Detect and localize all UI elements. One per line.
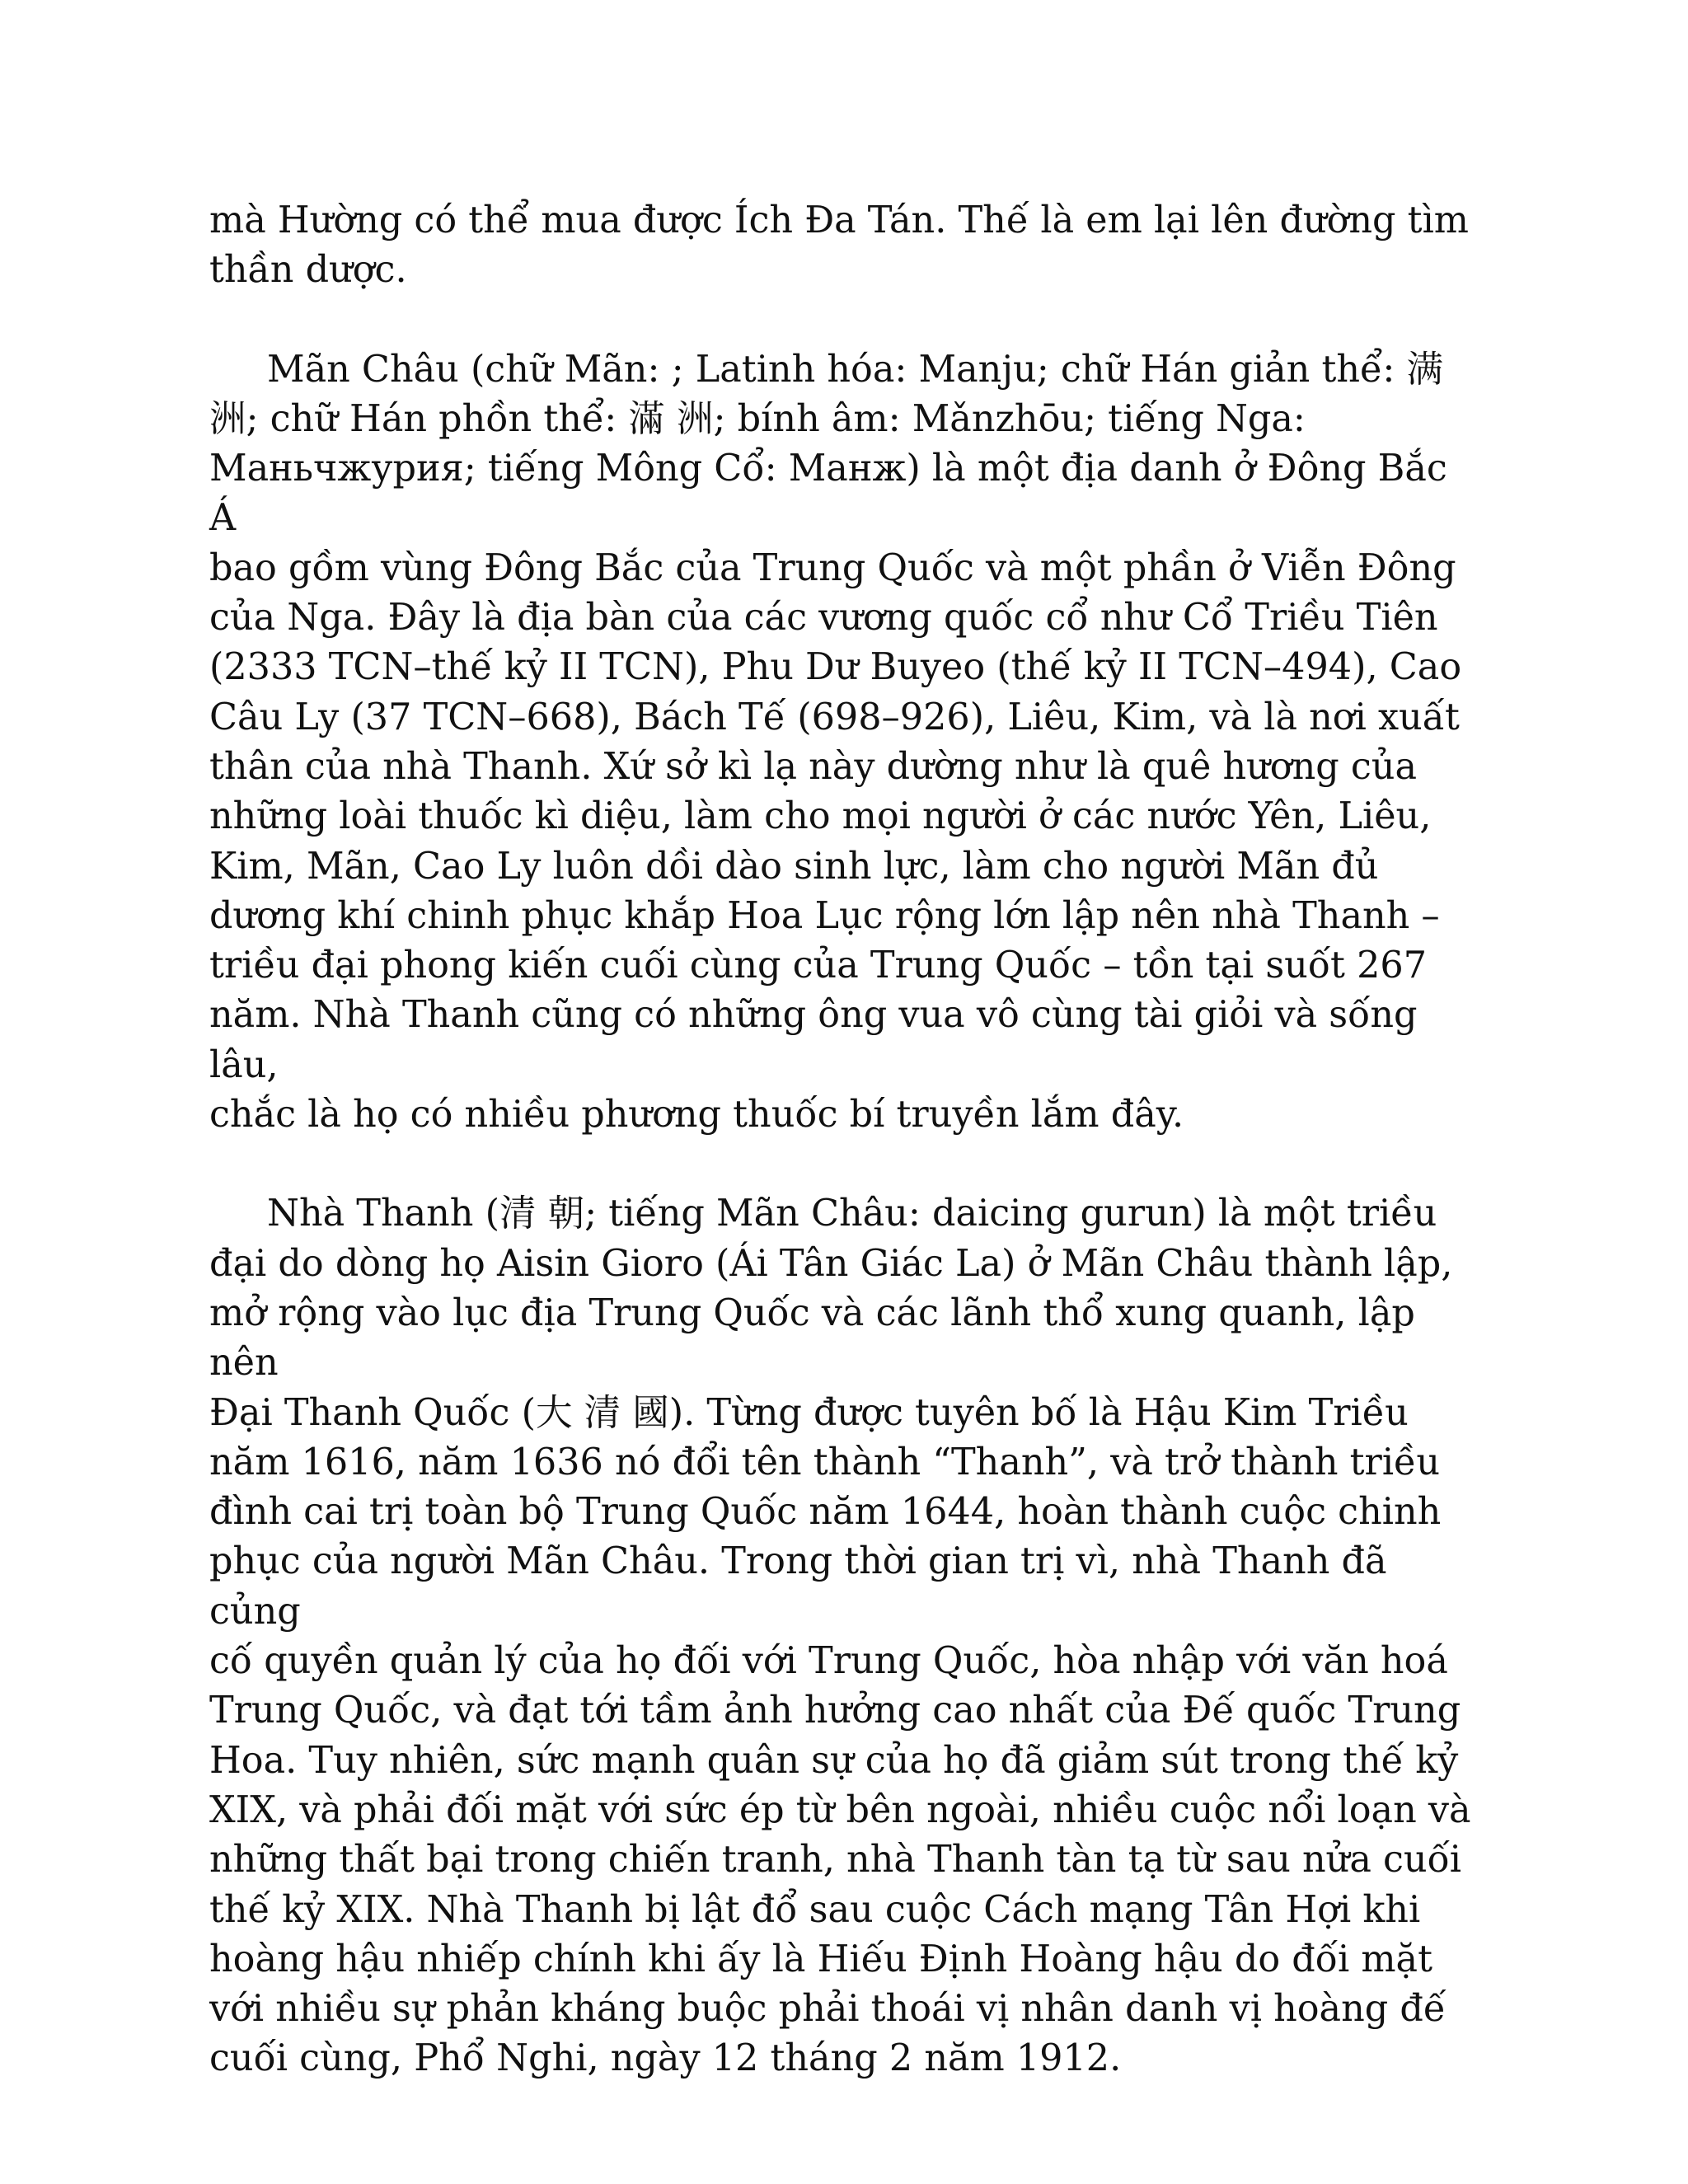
text-line: (2333 TCN–thế kỷ II TCN), Phu Dư Buyeo (thế kỷ II TCN–494), Cao [209, 646, 1462, 689]
text-line: thế kỷ XIX. Nhà Thanh bị lật đổ sau cuộc Cách mạng Tân Hợi khi [209, 1888, 1421, 1931]
text-line: Trung Quốc, và đạt tới tầm ảnh hưởng cao nhất của Đế quốc Trung [209, 1690, 1461, 1732]
text-line: đại do dòng họ Aisin Gioro (Ái Tân Giác La) ở Mãn Châu thành lập, [209, 1242, 1453, 1285]
text-line: Đại Thanh Quốc (大 清 國). Từng được tuyên bố là Hậu Kim Triều [209, 1391, 1409, 1434]
text-line: Hoa. Tuy nhiên, sức mạnh quân sự của họ đã giảm sút trong thế kỷ [209, 1739, 1459, 1782]
paragraph-man-chau [209, 345, 1479, 1141]
text-line: 洲; chữ Hán phồn thể: 滿 洲; bính âm: Mǎnzhōu; tiếng Nga: [209, 397, 1306, 440]
text-line: bao gồm vùng Đông Bắc của Trung Quốc và một phần ở Viễn Đông [209, 546, 1456, 589]
text-line: Маньчжурия; tiếng Mông Cổ: Манж) là một địa danh ở Đông Bắc Á [209, 448, 1447, 540]
text-line: dương khí chinh phục khắp Hoa Lục rộng lớn lập nên nhà Thanh – [209, 894, 1440, 937]
text-line: triều đại phong kiến cuối cùng của Trung Quốc – tồn tại suốt 267 [209, 944, 1428, 987]
text-line: chắc là họ có nhiều phương thuốc bí truyền lắm đây. [209, 1094, 1184, 1137]
paragraph-nha-thanh [209, 1189, 1479, 2083]
text-line: của Nga. Đây là địa bàn của các vương quốc cổ như Cổ Triều Tiên [209, 597, 1438, 640]
text-line: những loài thuốc kì diệu, làm cho mọi người ở các nước Yên, Liêu, [209, 795, 1432, 838]
text-line: mở rộng vào lục địa Trung Quốc và các lãnh thổ xung quanh, lập nên [209, 1291, 1415, 1385]
text-line: thân của nhà Thanh. Xứ sở kì lạ này dường như là quê hương của [209, 745, 1418, 788]
text-line: thần dược. [209, 249, 407, 292]
paragraph-continuation [209, 196, 1479, 296]
text-line: năm. Nhà Thanh cũng có những ông vua vô cùng tài giỏi và sống lâu, [209, 994, 1418, 1086]
text-line: mà Hường có thể mua được Ích Đa Tán. Thế là em lại lên đường tìm [209, 199, 1469, 241]
text-line: với nhiều sự phản kháng buộc phải thoái vị nhân danh vị hoàng đế [209, 1988, 1447, 2031]
text-line: cuối cùng, Phổ Nghi, ngày 12 tháng 2 năm 1912. [209, 2037, 1122, 2080]
text-line: cố quyền quản lý của họ đối với Trung Quốc, hòa nhập với văn hoá [209, 1640, 1448, 1683]
text-line: Nhà Thanh (清 朝; tiếng Mãn Châu: daicing gurun) là một triều [267, 1193, 1437, 1235]
text-line: phục của người Mãn Châu. Trong thời gian trị vì, nhà Thanh đã củng [209, 1540, 1387, 1633]
text-line: Mãn Châu (chữ Mãn: ; Latinh hóa: Manju; chữ Hán giản thể: 满 [267, 348, 1443, 391]
text-line: Câu Ly (37 TCN–668), Bách Tế (698–926), Liêu, Kim, và là nơi xuất [209, 696, 1460, 738]
text-line: hoàng hậu nhiếp chính khi ấy là Hiếu Định Hoàng hậu do đối mặt [209, 1938, 1432, 1980]
text-line: đình cai trị toàn bộ Trung Quốc năm 1644, hoàn thành cuộc chinh [209, 1491, 1442, 1534]
text-line: năm 1616, năm 1636 nó đổi tên thành “Thanh”, và trở thành triều [209, 1441, 1441, 1483]
document-page [209, 196, 1479, 2084]
text-line: những thất bại trong chiến tranh, nhà Thanh tàn tạ từ sau nửa cuối [209, 1839, 1462, 1882]
text-line: Kim, Mãn, Cao Ly luôn dồi dào sinh lực, làm cho người Mãn đủ [209, 845, 1379, 888]
text-line: XIX, và phải đối mặt với sức ép từ bên ngoài, nhiều cuộc nổi loạn và [209, 1788, 1471, 1831]
